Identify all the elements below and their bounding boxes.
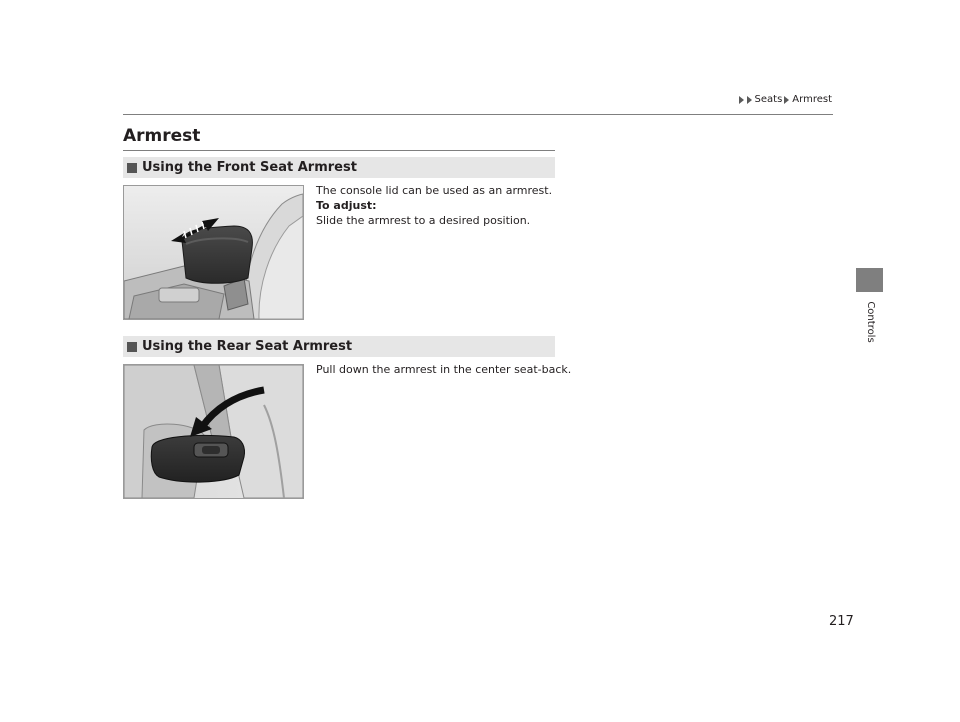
body-line: Pull down the armrest in the center seat-back. [316,363,572,376]
body-line: Slide the armrest to a desired position. [316,214,531,227]
section-heading-front [123,157,555,178]
section-heading-text: Using the Front Seat Armrest [142,160,357,175]
breadcrumb-arrow-icon [784,96,789,104]
page-title: Armrest [123,126,201,146]
square-bullet-icon [127,163,137,173]
front-armrest-illustration [124,186,303,319]
body-subheading: To adjust: [316,199,377,212]
page-number: 217 [829,614,854,629]
rear-armrest-text [316,362,571,377]
front-armrest-text [316,183,552,228]
chapter-tab-label[interactable]: Controls [865,301,876,343]
breadcrumb-arrow-icon [747,96,752,104]
section-heading-rear [123,336,555,357]
breadcrumb [739,94,832,105]
breadcrumb-item-armrest[interactable]: Armrest [792,94,832,105]
rear-armrest-figure [123,364,304,499]
title-divider [123,150,555,151]
chapter-tab[interactable] [856,268,883,292]
breadcrumb-item-seats[interactable]: Seats [754,94,783,105]
rear-armrest-illustration [124,365,303,498]
front-armrest-figure [123,185,304,320]
square-bullet-icon [127,342,137,352]
breadcrumb-arrow-icon [739,96,744,104]
body-line: The console lid can be used as an armrest. [316,184,553,197]
header-divider [123,114,833,115]
section-heading-text: Using the Rear Seat Armrest [142,339,353,354]
